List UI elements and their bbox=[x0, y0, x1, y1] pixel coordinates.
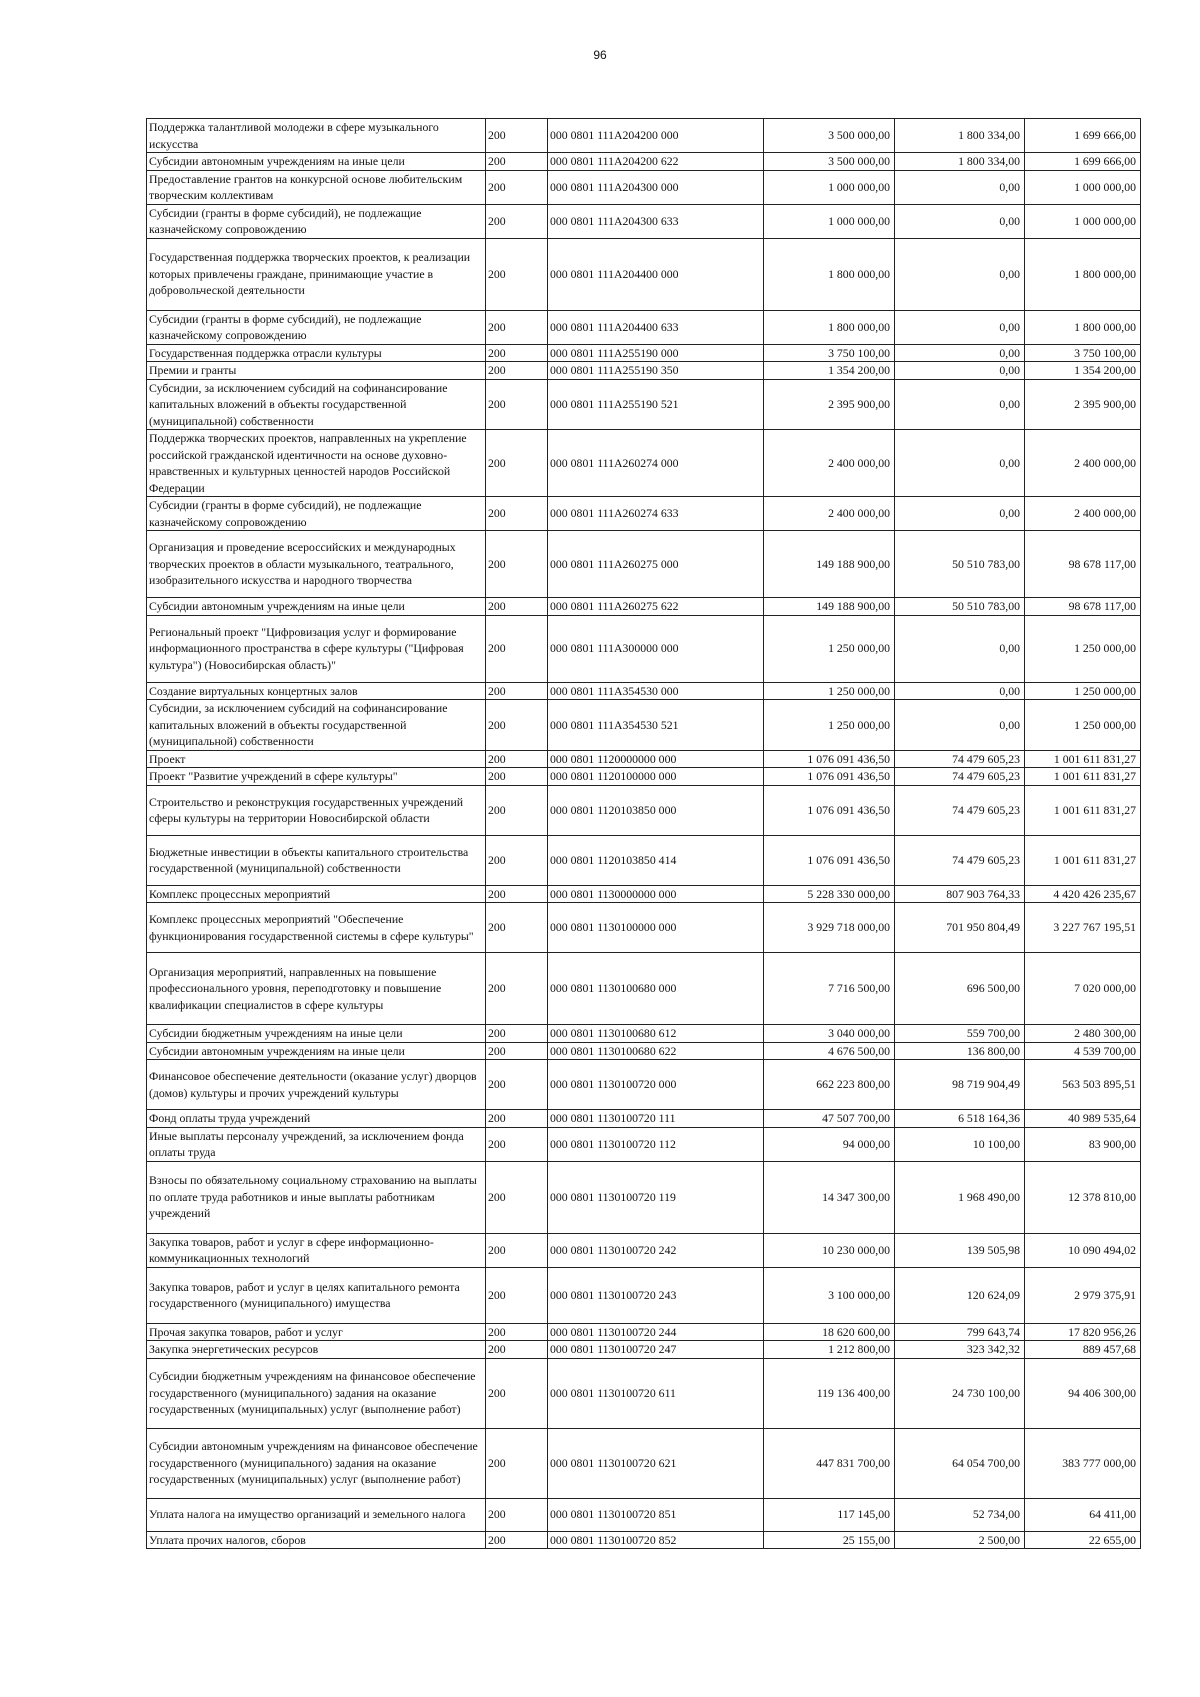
row-name: Закупка товаров, работ и услуг в сфере информационно-коммуникационных технологий bbox=[147, 1233, 486, 1267]
row-remaining: 1 800 000,00 bbox=[1025, 238, 1141, 310]
row-approved: 1 076 091 436,50 bbox=[764, 768, 895, 786]
row-remaining: 7 020 000,00 bbox=[1025, 953, 1141, 1025]
row-budget-code: 000 0801 111A260274 000 bbox=[548, 430, 764, 497]
row-executed: 807 903 764,33 bbox=[895, 885, 1025, 903]
row-line-code: 200 bbox=[486, 750, 548, 768]
row-name: Фонд оплаты труда учреждений bbox=[147, 1110, 486, 1128]
row-name: Поддержка талантливой молодежи в сфере музыкального искусства bbox=[147, 119, 486, 153]
row-line-code: 200 bbox=[486, 700, 548, 751]
row-line-code: 200 bbox=[486, 238, 548, 310]
row-line-code: 200 bbox=[486, 953, 548, 1025]
row-line-code: 200 bbox=[486, 153, 548, 171]
row-line-code: 200 bbox=[486, 682, 548, 700]
row-remaining: 889 457,68 bbox=[1025, 1341, 1141, 1359]
budget-execution-table bbox=[146, 118, 1141, 1549]
row-executed: 74 479 605,23 bbox=[895, 785, 1025, 835]
row-approved: 25 155,00 bbox=[764, 1531, 895, 1549]
table-row bbox=[147, 531, 1141, 598]
table-row bbox=[147, 700, 1141, 751]
table-row bbox=[147, 682, 1141, 700]
row-approved: 149 188 900,00 bbox=[764, 531, 895, 598]
row-budget-code: 000 0801 111A255190 350 bbox=[548, 362, 764, 380]
row-remaining: 1 354 200,00 bbox=[1025, 362, 1141, 380]
row-budget-code: 000 0801 111A354530 000 bbox=[548, 682, 764, 700]
row-executed: 701 950 804,49 bbox=[895, 903, 1025, 953]
row-approved: 7 716 500,00 bbox=[764, 953, 895, 1025]
row-line-code: 200 bbox=[486, 1161, 548, 1233]
row-name: Создание виртуальных концертных залов bbox=[147, 682, 486, 700]
row-executed: 559 700,00 bbox=[895, 1025, 1025, 1043]
row-line-code: 200 bbox=[486, 1042, 548, 1060]
row-name: Субсидии автономным учреждениям на иные цели bbox=[147, 153, 486, 171]
table-row bbox=[147, 497, 1141, 531]
row-executed: 64 054 700,00 bbox=[895, 1428, 1025, 1498]
row-budget-code: 000 0801 111A204400 633 bbox=[548, 310, 764, 344]
row-remaining: 2 480 300,00 bbox=[1025, 1025, 1141, 1043]
row-remaining: 1 800 000,00 bbox=[1025, 310, 1141, 344]
row-name: Комплекс процессных мероприятий bbox=[147, 885, 486, 903]
table-body bbox=[147, 119, 1141, 1549]
row-name: Бюджетные инвестиции в объекты капитального строительства государственной (муниципальной) собственности bbox=[147, 835, 486, 885]
row-line-code: 200 bbox=[486, 344, 548, 362]
row-executed: 1 800 334,00 bbox=[895, 119, 1025, 153]
row-line-code: 200 bbox=[486, 1267, 548, 1323]
table-row bbox=[147, 1233, 1141, 1267]
row-line-code: 200 bbox=[486, 1127, 548, 1161]
row-name: Взносы по обязательному социальному страхованию на выплаты по оплате труда работников и иные выплаты работникам учреждений bbox=[147, 1161, 486, 1233]
table-row bbox=[147, 362, 1141, 380]
row-remaining: 1 001 611 831,27 bbox=[1025, 785, 1141, 835]
row-remaining: 2 400 000,00 bbox=[1025, 430, 1141, 497]
row-budget-code: 000 0801 1130100720 851 bbox=[548, 1498, 764, 1531]
table-row bbox=[147, 344, 1141, 362]
row-budget-code: 000 0801 1130100720 852 bbox=[548, 1531, 764, 1549]
row-executed: 98 719 904,49 bbox=[895, 1060, 1025, 1110]
row-budget-code: 000 0801 1120103850 000 bbox=[548, 785, 764, 835]
row-approved: 3 040 000,00 bbox=[764, 1025, 895, 1043]
row-executed: 10 100,00 bbox=[895, 1127, 1025, 1161]
row-approved: 47 507 700,00 bbox=[764, 1110, 895, 1128]
row-remaining: 94 406 300,00 bbox=[1025, 1358, 1141, 1428]
row-budget-code: 000 0801 111A300000 000 bbox=[548, 615, 764, 682]
row-executed: 323 342,32 bbox=[895, 1341, 1025, 1359]
row-line-code: 200 bbox=[486, 885, 548, 903]
row-approved: 3 750 100,00 bbox=[764, 344, 895, 362]
row-executed: 52 734,00 bbox=[895, 1498, 1025, 1531]
row-budget-code: 000 0801 1130100720 621 bbox=[548, 1428, 764, 1498]
row-executed: 1 800 334,00 bbox=[895, 153, 1025, 171]
row-name: Субсидии, за исключением субсидий на софинансирование капитальных вложений в объекты государственной (муниципальной) собственности bbox=[147, 379, 486, 430]
row-line-code: 200 bbox=[486, 531, 548, 598]
row-name: Субсидии, за исключением субсидий на софинансирование капитальных вложений в объекты государственной (муниципальной) собственности bbox=[147, 700, 486, 751]
row-name: Строительство и реконструкция государственных учреждений сферы культуры на территории Новосибирской области bbox=[147, 785, 486, 835]
row-line-code: 200 bbox=[486, 1025, 548, 1043]
row-budget-code: 000 0801 111A354530 521 bbox=[548, 700, 764, 751]
row-approved: 149 188 900,00 bbox=[764, 598, 895, 616]
row-executed: 799 643,74 bbox=[895, 1323, 1025, 1341]
row-budget-code: 000 0801 1130100720 111 bbox=[548, 1110, 764, 1128]
row-remaining: 2 395 900,00 bbox=[1025, 379, 1141, 430]
row-name: Прочая закупка товаров, работ и услуг bbox=[147, 1323, 486, 1341]
row-remaining: 3 750 100,00 bbox=[1025, 344, 1141, 362]
row-line-code: 200 bbox=[486, 903, 548, 953]
row-remaining: 1 000 000,00 bbox=[1025, 170, 1141, 204]
row-approved: 662 223 800,00 bbox=[764, 1060, 895, 1110]
row-name: Организация мероприятий, направленных на повышение профессионального уровня, переподготовку и повышение квалификации специалистов в сфере культуры bbox=[147, 953, 486, 1025]
row-line-code: 200 bbox=[486, 1498, 548, 1531]
row-executed: 0,00 bbox=[895, 497, 1025, 531]
table-row bbox=[147, 1127, 1141, 1161]
row-budget-code: 000 0801 1130100720 242 bbox=[548, 1233, 764, 1267]
table-row bbox=[147, 153, 1141, 171]
row-line-code: 200 bbox=[486, 615, 548, 682]
row-budget-code: 000 0801 1120100000 000 bbox=[548, 768, 764, 786]
row-line-code: 200 bbox=[486, 119, 548, 153]
row-line-code: 200 bbox=[486, 310, 548, 344]
row-line-code: 200 bbox=[486, 1341, 548, 1359]
table-row bbox=[147, 379, 1141, 430]
row-executed: 0,00 bbox=[895, 682, 1025, 700]
row-approved: 2 400 000,00 bbox=[764, 497, 895, 531]
row-line-code: 200 bbox=[486, 497, 548, 531]
row-remaining: 383 777 000,00 bbox=[1025, 1428, 1141, 1498]
row-approved: 2 400 000,00 bbox=[764, 430, 895, 497]
row-remaining: 2 979 375,91 bbox=[1025, 1267, 1141, 1323]
row-remaining: 98 678 117,00 bbox=[1025, 531, 1141, 598]
row-budget-code: 000 0801 1120000000 000 bbox=[548, 750, 764, 768]
row-line-code: 200 bbox=[486, 1233, 548, 1267]
row-name: Субсидии автономным учреждениям на иные цели bbox=[147, 1042, 486, 1060]
row-name: Уплата прочих налогов, сборов bbox=[147, 1531, 486, 1549]
row-remaining: 17 820 956,26 bbox=[1025, 1323, 1141, 1341]
row-approved: 3 100 000,00 bbox=[764, 1267, 895, 1323]
row-approved: 18 620 600,00 bbox=[764, 1323, 895, 1341]
table-row bbox=[147, 1025, 1141, 1043]
row-remaining: 1 001 611 831,27 bbox=[1025, 768, 1141, 786]
row-approved: 5 228 330 000,00 bbox=[764, 885, 895, 903]
table-row bbox=[147, 119, 1141, 153]
table-row bbox=[147, 1110, 1141, 1128]
row-line-code: 200 bbox=[486, 785, 548, 835]
table-row bbox=[147, 238, 1141, 310]
row-name: Финансовое обеспечение деятельности (оказание услуг) дворцов (домов) культуры и прочих учреждений культуры bbox=[147, 1060, 486, 1110]
row-executed: 0,00 bbox=[895, 615, 1025, 682]
row-approved: 2 395 900,00 bbox=[764, 379, 895, 430]
table-row bbox=[147, 310, 1141, 344]
table-row bbox=[147, 1498, 1141, 1531]
row-remaining: 10 090 494,02 bbox=[1025, 1233, 1141, 1267]
row-name: Комплекс процессных мероприятий "Обеспечение функционирования государственной системы в сфере культуры" bbox=[147, 903, 486, 953]
row-approved: 94 000,00 bbox=[764, 1127, 895, 1161]
table-row bbox=[147, 1428, 1141, 1498]
row-executed: 74 479 605,23 bbox=[895, 750, 1025, 768]
row-budget-code: 000 0801 111A255190 000 bbox=[548, 344, 764, 362]
row-line-code: 200 bbox=[486, 598, 548, 616]
row-line-code: 200 bbox=[486, 835, 548, 885]
row-budget-code: 000 0801 1130100720 247 bbox=[548, 1341, 764, 1359]
row-budget-code: 000 0801 1130100000 000 bbox=[548, 903, 764, 953]
row-executed: 0,00 bbox=[895, 310, 1025, 344]
table-row bbox=[147, 615, 1141, 682]
table-row bbox=[147, 785, 1141, 835]
row-budget-code: 000 0801 1130100720 119 bbox=[548, 1161, 764, 1233]
row-remaining: 1 250 000,00 bbox=[1025, 615, 1141, 682]
row-approved: 1 000 000,00 bbox=[764, 204, 895, 238]
row-budget-code: 000 0801 111A260275 000 bbox=[548, 531, 764, 598]
table-row bbox=[147, 430, 1141, 497]
row-budget-code: 000 0801 111A260274 633 bbox=[548, 497, 764, 531]
row-remaining: 64 411,00 bbox=[1025, 1498, 1141, 1531]
row-budget-code: 000 0801 111A255190 521 bbox=[548, 379, 764, 430]
row-executed: 0,00 bbox=[895, 170, 1025, 204]
row-line-code: 200 bbox=[486, 1531, 548, 1549]
row-budget-code: 000 0801 111A204300 633 bbox=[548, 204, 764, 238]
row-remaining: 4 539 700,00 bbox=[1025, 1042, 1141, 1060]
row-approved: 3 500 000,00 bbox=[764, 153, 895, 171]
table-row bbox=[147, 768, 1141, 786]
row-budget-code: 000 0801 111A204200 622 bbox=[548, 153, 764, 171]
row-line-code: 200 bbox=[486, 1110, 548, 1128]
row-executed: 139 505,98 bbox=[895, 1233, 1025, 1267]
row-line-code: 200 bbox=[486, 204, 548, 238]
row-remaining: 1 000 000,00 bbox=[1025, 204, 1141, 238]
row-line-code: 200 bbox=[486, 1060, 548, 1110]
table-row bbox=[147, 835, 1141, 885]
row-approved: 1 212 800,00 bbox=[764, 1341, 895, 1359]
row-approved: 1 000 000,00 bbox=[764, 170, 895, 204]
row-approved: 3 500 000,00 bbox=[764, 119, 895, 153]
row-budget-code: 000 0801 1130100720 611 bbox=[548, 1358, 764, 1428]
table-row bbox=[147, 1531, 1141, 1549]
row-budget-code: 000 0801 111A204400 000 bbox=[548, 238, 764, 310]
row-remaining: 83 900,00 bbox=[1025, 1127, 1141, 1161]
row-budget-code: 000 0801 111A204300 000 bbox=[548, 170, 764, 204]
row-budget-code: 000 0801 1130100720 112 bbox=[548, 1127, 764, 1161]
row-name: Организация и проведение всероссийских и международных творческих проектов в области музыкального, театрального, изобразительного искусства и народного творчества bbox=[147, 531, 486, 598]
row-remaining: 1 699 666,00 bbox=[1025, 153, 1141, 171]
row-approved: 1 250 000,00 bbox=[764, 700, 895, 751]
table-row bbox=[147, 903, 1141, 953]
row-budget-code: 000 0801 1130100720 244 bbox=[548, 1323, 764, 1341]
row-budget-code: 000 0801 1130100720 243 bbox=[548, 1267, 764, 1323]
row-name: Премии и гранты bbox=[147, 362, 486, 380]
row-approved: 1 250 000,00 bbox=[764, 615, 895, 682]
row-executed: 0,00 bbox=[895, 430, 1025, 497]
row-name: Поддержка творческих проектов, направленных на укрепление российской гражданской идентичности на основе духовно-нравственных и культурных ценностей народов Российской Федерации bbox=[147, 430, 486, 497]
row-budget-code: 000 0801 1130100680 612 bbox=[548, 1025, 764, 1043]
row-approved: 447 831 700,00 bbox=[764, 1428, 895, 1498]
row-name: Субсидии (гранты в форме субсидий), не подлежащие казначейскому сопровождению bbox=[147, 310, 486, 344]
row-name: Предоставление грантов на конкурсной основе любительским творческим коллективам bbox=[147, 170, 486, 204]
table-row bbox=[147, 1323, 1141, 1341]
row-line-code: 200 bbox=[486, 170, 548, 204]
row-approved: 1 800 000,00 bbox=[764, 310, 895, 344]
row-name: Субсидии бюджетным учреждениям на финансовое обеспечение государственного (муниципального) задания на оказание государственных (муниципальных) услуг (выполнение работ) bbox=[147, 1358, 486, 1428]
row-approved: 1 076 091 436,50 bbox=[764, 785, 895, 835]
table-row bbox=[147, 1267, 1141, 1323]
row-executed: 50 510 783,00 bbox=[895, 531, 1025, 598]
row-executed: 120 624,09 bbox=[895, 1267, 1025, 1323]
row-remaining: 1 001 611 831,27 bbox=[1025, 835, 1141, 885]
row-executed: 24 730 100,00 bbox=[895, 1358, 1025, 1428]
row-name: Иные выплаты персоналу учреждений, за исключением фонда оплаты труда bbox=[147, 1127, 486, 1161]
row-name: Субсидии (гранты в форме субсидий), не подлежащие казначейскому сопровождению bbox=[147, 497, 486, 531]
row-executed: 0,00 bbox=[895, 379, 1025, 430]
table-row bbox=[147, 1161, 1141, 1233]
row-budget-code: 000 0801 1130100720 000 bbox=[548, 1060, 764, 1110]
row-budget-code: 000 0801 1120103850 414 bbox=[548, 835, 764, 885]
row-name: Субсидии бюджетным учреждениям на иные цели bbox=[147, 1025, 486, 1043]
row-remaining: 1 250 000,00 bbox=[1025, 682, 1141, 700]
table-row bbox=[147, 1358, 1141, 1428]
row-executed: 696 500,00 bbox=[895, 953, 1025, 1025]
row-name: Проект "Развитие учреждений в сфере культуры" bbox=[147, 768, 486, 786]
row-executed: 0,00 bbox=[895, 238, 1025, 310]
row-name: Государственная поддержка отрасли культуры bbox=[147, 344, 486, 362]
row-approved: 119 136 400,00 bbox=[764, 1358, 895, 1428]
row-line-code: 200 bbox=[486, 1428, 548, 1498]
row-approved: 1 250 000,00 bbox=[764, 682, 895, 700]
row-budget-code: 000 0801 111A260275 622 bbox=[548, 598, 764, 616]
table-row bbox=[147, 750, 1141, 768]
row-executed: 0,00 bbox=[895, 344, 1025, 362]
row-name: Субсидии (гранты в форме субсидий), не подлежащие казначейскому сопровождению bbox=[147, 204, 486, 238]
row-name: Субсидии автономным учреждениям на иные цели bbox=[147, 598, 486, 616]
table-row bbox=[147, 204, 1141, 238]
row-name: Государственная поддержка творческих проектов, к реализации которых привлечены граждане, принимающие участие в добровольческой деятельности bbox=[147, 238, 486, 310]
table-row bbox=[147, 598, 1141, 616]
row-approved: 4 676 500,00 bbox=[764, 1042, 895, 1060]
row-approved: 1 076 091 436,50 bbox=[764, 835, 895, 885]
row-approved: 10 230 000,00 bbox=[764, 1233, 895, 1267]
row-name: Уплата налога на имущество организаций и земельного налога bbox=[147, 1498, 486, 1531]
row-line-code: 200 bbox=[486, 1323, 548, 1341]
row-executed: 6 518 164,36 bbox=[895, 1110, 1025, 1128]
table-row bbox=[147, 885, 1141, 903]
row-remaining: 3 227 767 195,51 bbox=[1025, 903, 1141, 953]
row-budget-code: 000 0801 1130000000 000 bbox=[548, 885, 764, 903]
row-remaining: 563 503 895,51 bbox=[1025, 1060, 1141, 1110]
row-remaining: 4 420 426 235,67 bbox=[1025, 885, 1141, 903]
row-remaining: 1 699 666,00 bbox=[1025, 119, 1141, 153]
row-executed: 74 479 605,23 bbox=[895, 835, 1025, 885]
row-executed: 1 968 490,00 bbox=[895, 1161, 1025, 1233]
row-approved: 117 145,00 bbox=[764, 1498, 895, 1531]
row-budget-code: 000 0801 1130100680 622 bbox=[548, 1042, 764, 1060]
row-executed: 2 500,00 bbox=[895, 1531, 1025, 1549]
row-name: Закупка энергетических ресурсов bbox=[147, 1341, 486, 1359]
row-budget-code: 000 0801 1130100680 000 bbox=[548, 953, 764, 1025]
table-row bbox=[147, 1042, 1141, 1060]
row-name: Субсидии автономным учреждениям на финансовое обеспечение государственного (муниципального) задания на оказание государственных (муниципальных) услуг (выполнение работ) bbox=[147, 1428, 486, 1498]
row-name: Региональный проект "Цифровизация услуг и формирование информационного пространства в сфере культуры ("Цифровая культура") (Новосибирская область)" bbox=[147, 615, 486, 682]
row-line-code: 200 bbox=[486, 430, 548, 497]
row-line-code: 200 bbox=[486, 1358, 548, 1428]
row-approved: 3 929 718 000,00 bbox=[764, 903, 895, 953]
table-row bbox=[147, 170, 1141, 204]
row-remaining: 1 001 611 831,27 bbox=[1025, 750, 1141, 768]
row-approved: 1 076 091 436,50 bbox=[764, 750, 895, 768]
row-remaining: 12 378 810,00 bbox=[1025, 1161, 1141, 1233]
row-approved: 14 347 300,00 bbox=[764, 1161, 895, 1233]
table-row bbox=[147, 953, 1141, 1025]
row-name: Закупка товаров, работ и услуг в целях капитального ремонта государственного (муниципального) имущества bbox=[147, 1267, 486, 1323]
row-executed: 0,00 bbox=[895, 362, 1025, 380]
row-remaining: 40 989 535,64 bbox=[1025, 1110, 1141, 1128]
row-executed: 50 510 783,00 bbox=[895, 598, 1025, 616]
row-remaining: 98 678 117,00 bbox=[1025, 598, 1141, 616]
row-line-code: 200 bbox=[486, 379, 548, 430]
row-executed: 0,00 bbox=[895, 700, 1025, 751]
row-remaining: 2 400 000,00 bbox=[1025, 497, 1141, 531]
table-row bbox=[147, 1341, 1141, 1359]
row-executed: 0,00 bbox=[895, 204, 1025, 238]
row-approved: 1 354 200,00 bbox=[764, 362, 895, 380]
row-executed: 74 479 605,23 bbox=[895, 768, 1025, 786]
row-line-code: 200 bbox=[486, 362, 548, 380]
page-number: 96 bbox=[593, 48, 607, 62]
row-budget-code: 000 0801 111A204200 000 bbox=[548, 119, 764, 153]
row-name: Проект bbox=[147, 750, 486, 768]
row-line-code: 200 bbox=[486, 768, 548, 786]
table-row bbox=[147, 1060, 1141, 1110]
row-remaining: 22 655,00 bbox=[1025, 1531, 1141, 1549]
row-approved: 1 800 000,00 bbox=[764, 238, 895, 310]
row-remaining: 1 250 000,00 bbox=[1025, 700, 1141, 751]
row-executed: 136 800,00 bbox=[895, 1042, 1025, 1060]
